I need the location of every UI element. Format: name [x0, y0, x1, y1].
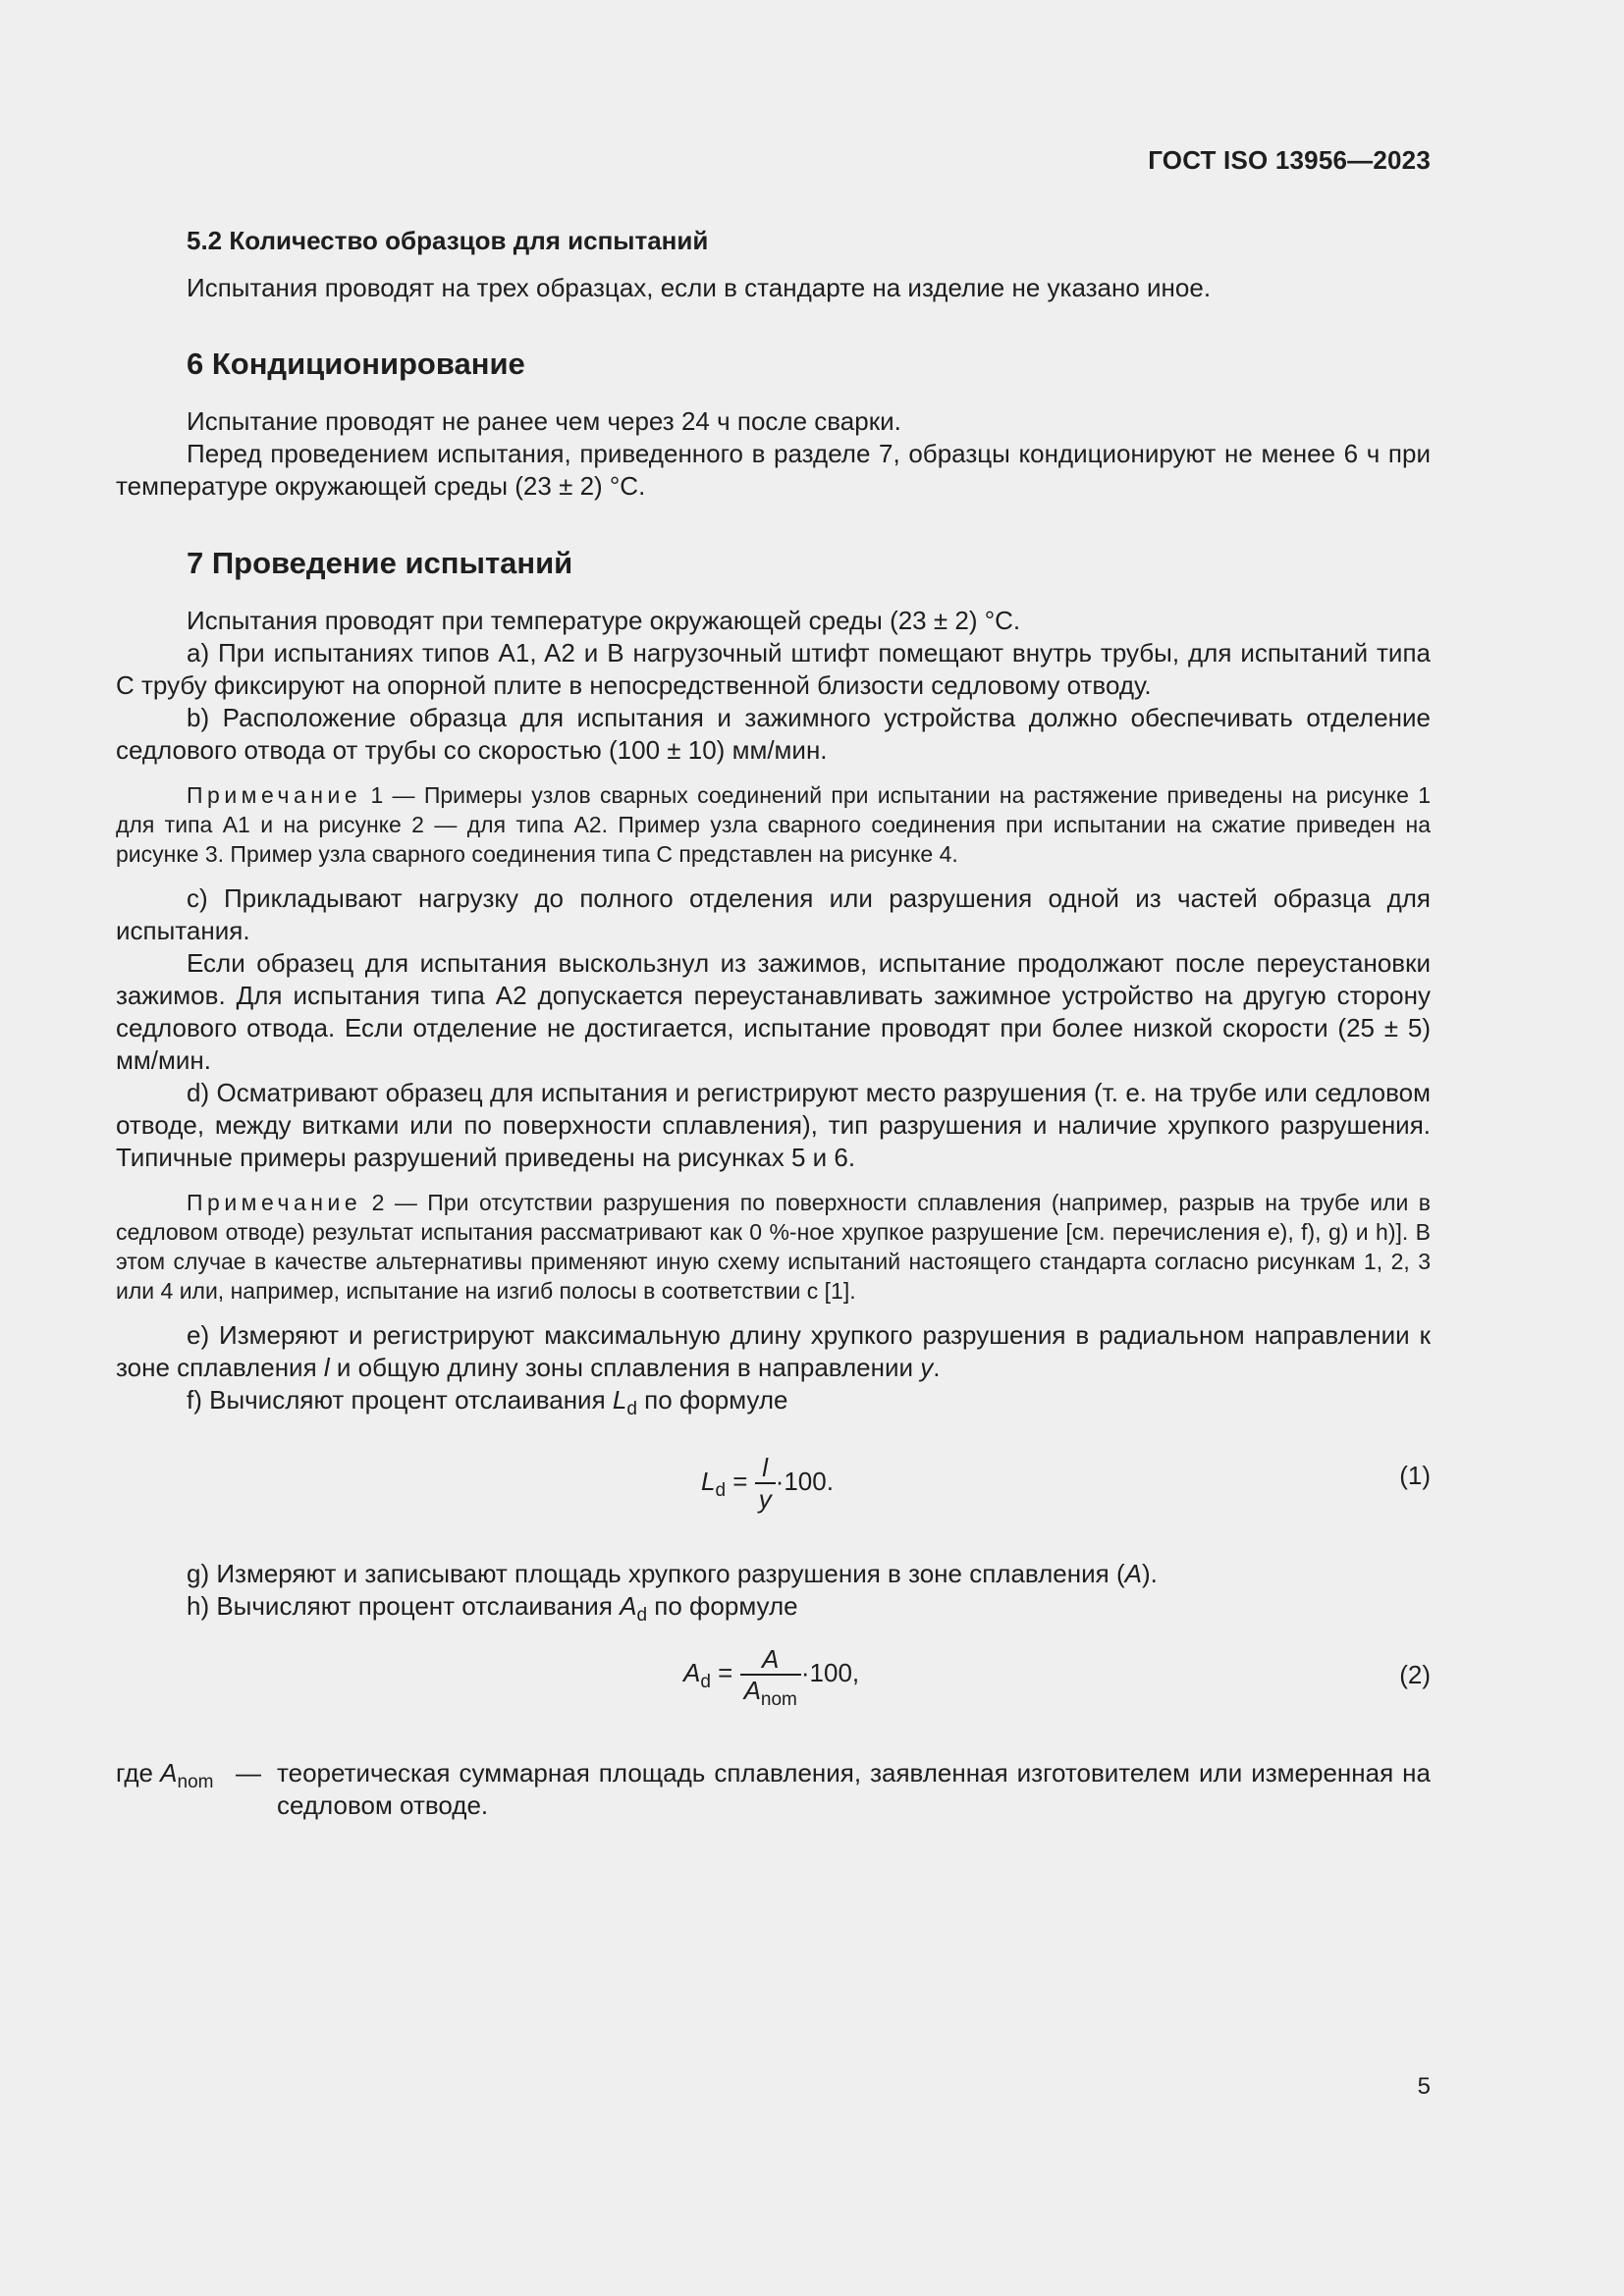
page-number: 5: [1417, 2073, 1431, 2100]
formula-1: [116, 1453, 1431, 1518]
where-dash: —: [236, 1758, 261, 1788]
where-clause: [116, 1757, 1431, 1826]
section-6-p1: Испытание проводят не ранее чем через 24 ч после сварки.: [187, 406, 901, 436]
formula-2-number: (2): [1399, 1660, 1431, 1689]
item-d: d) Осматривают образец для испытания и регистрируют место разрушения (т. е. на трубе или седловом отводе, между витками или по поверхности сплавления), тип разрушения и наличие хрупкого разрушения. Типичные примеры разрушений приведены на рисунках 5 и 6.: [116, 1078, 1431, 1172]
note-2: [116, 1188, 1431, 1306]
item-c-continued: Если образец для испытания выскользнул из зажимов, испытание продолжают после переустановки зажимов. Для испытания типа A2 допускается переустанавливать зажимное устройство на другую сторону седлового отвода. Если отделение не достигается, испытание проводят при более низкой скорости (25 ± 5) мм/мин.: [116, 948, 1431, 1075]
note-1: [116, 780, 1431, 869]
section-7-p0: Испытания проводят при температуре окружающей среды (23 ± 2) °C.: [187, 606, 1021, 635]
item-a: a) При испытаниях типов A1, A2 и B нагрузочный штифт помещают внутрь трубы, для испытаний типа C трубу фиксируют на опорной плите в непосредственной близости седловому отводу.: [116, 638, 1431, 700]
item-h: h) Вычисляют процент отслаивания $A_d$ по формуле: [187, 1591, 798, 1626]
section-5-2-text: Испытания проводят на трех образцах, если в стандарте на изделие не указано иное.: [187, 273, 1212, 302]
note-1-label: Примечание: [187, 782, 362, 808]
item-b: b) Расположение образца для испытания и зажимного устройства должно обеспечивать отделение седлового отвода от трубы со скоростью (100 ± 10) мм/мин.: [116, 703, 1431, 765]
item-f: f) Вычисляют процент отслаивания $L_d$ по формуле: [187, 1385, 788, 1419]
note-2-text: 2 — При отсутствии разрушения по поверхности сплавления (например, разрыв на трубе или в седловом отводе) результат испытания рассматривают как 0 %-ное хрупкое разрушение [см. перечисления e), f), g) и h)]. В этом случае в качестве альтернативы применяют иную схему испытаний настоящего стандарта согласно рисункам 1, 2, 3 или 4 или, например, испытание на изгиб полосы в соответствии с [1].: [116, 1190, 1431, 1304]
formula-2: [116, 1644, 1431, 1713]
section-7-title: 7 Проведение испытаний: [187, 546, 573, 580]
item-g: g) Измеряют и записывают площадь хрупкого разрушения в зоне сплавления (A).: [187, 1559, 1158, 1588]
formula-2-expression: $A_d$ = $\frac{A}{A_{nom}}$ ·100,: [683, 1644, 860, 1710]
section-5-2-title: 5.2 Количество образцов для испытаний: [187, 226, 709, 255]
section-5-2: [116, 226, 1431, 304]
formula-2-fraction: $\frac{A}{A_{nom}}$: [740, 1644, 801, 1705]
document-header: ГОСТ ISO 13956—2023: [1148, 145, 1431, 175]
formula-1-expression: $L_d$ = $\frac{l}{y}$ ·100.: [701, 1453, 834, 1514]
where-text: теоретическая суммарная площадь сплавления, заявленная изготовителем или измеренная на седловом отводе.: [277, 1758, 1431, 1820]
section-7: [116, 546, 1431, 1419]
formula-1-fraction: $\frac{l}{y}$: [755, 1453, 776, 1514]
items-g-h: [116, 1558, 1431, 1626]
formula-1-number: (1): [1399, 1461, 1431, 1490]
item-e: e) Измеряют и регистрируют максимальную длину хрупкого разрушения в радиальном направлении к зоне сплавления l и общую длину зоны сплавления в направлении y.: [116, 1320, 1431, 1382]
where-label: где $A_{nom}$: [116, 1758, 214, 1792]
section-6: [116, 347, 1431, 503]
section-6-p2: Перед проведением испытания, приведенного в разделе 7, образцы кондиционируют не менее 6 ч при температуре окружающей среды (23 ± 2) °C.: [116, 439, 1431, 501]
item-c: c) Прикладывают нагрузку до полного отделения или разрушения одной из частей образца для испытания.: [116, 883, 1431, 945]
document-page: [116, 0, 1431, 2296]
section-6-title: 6 Кондиционирование: [187, 347, 525, 381]
note-2-label: Примечание: [187, 1190, 362, 1215]
note-1-text: 1 — Примеры узлов сварных соединений при испытании на растяжение приведены на рисунке 1 для типа A1 и на рисунке 2 — для типа A2. Пример узла сварного соединения при испытании на сжатие приведен на рисунке 3. Пример узла сварного соединения типа C представлен на рисунке 4.: [116, 782, 1431, 867]
